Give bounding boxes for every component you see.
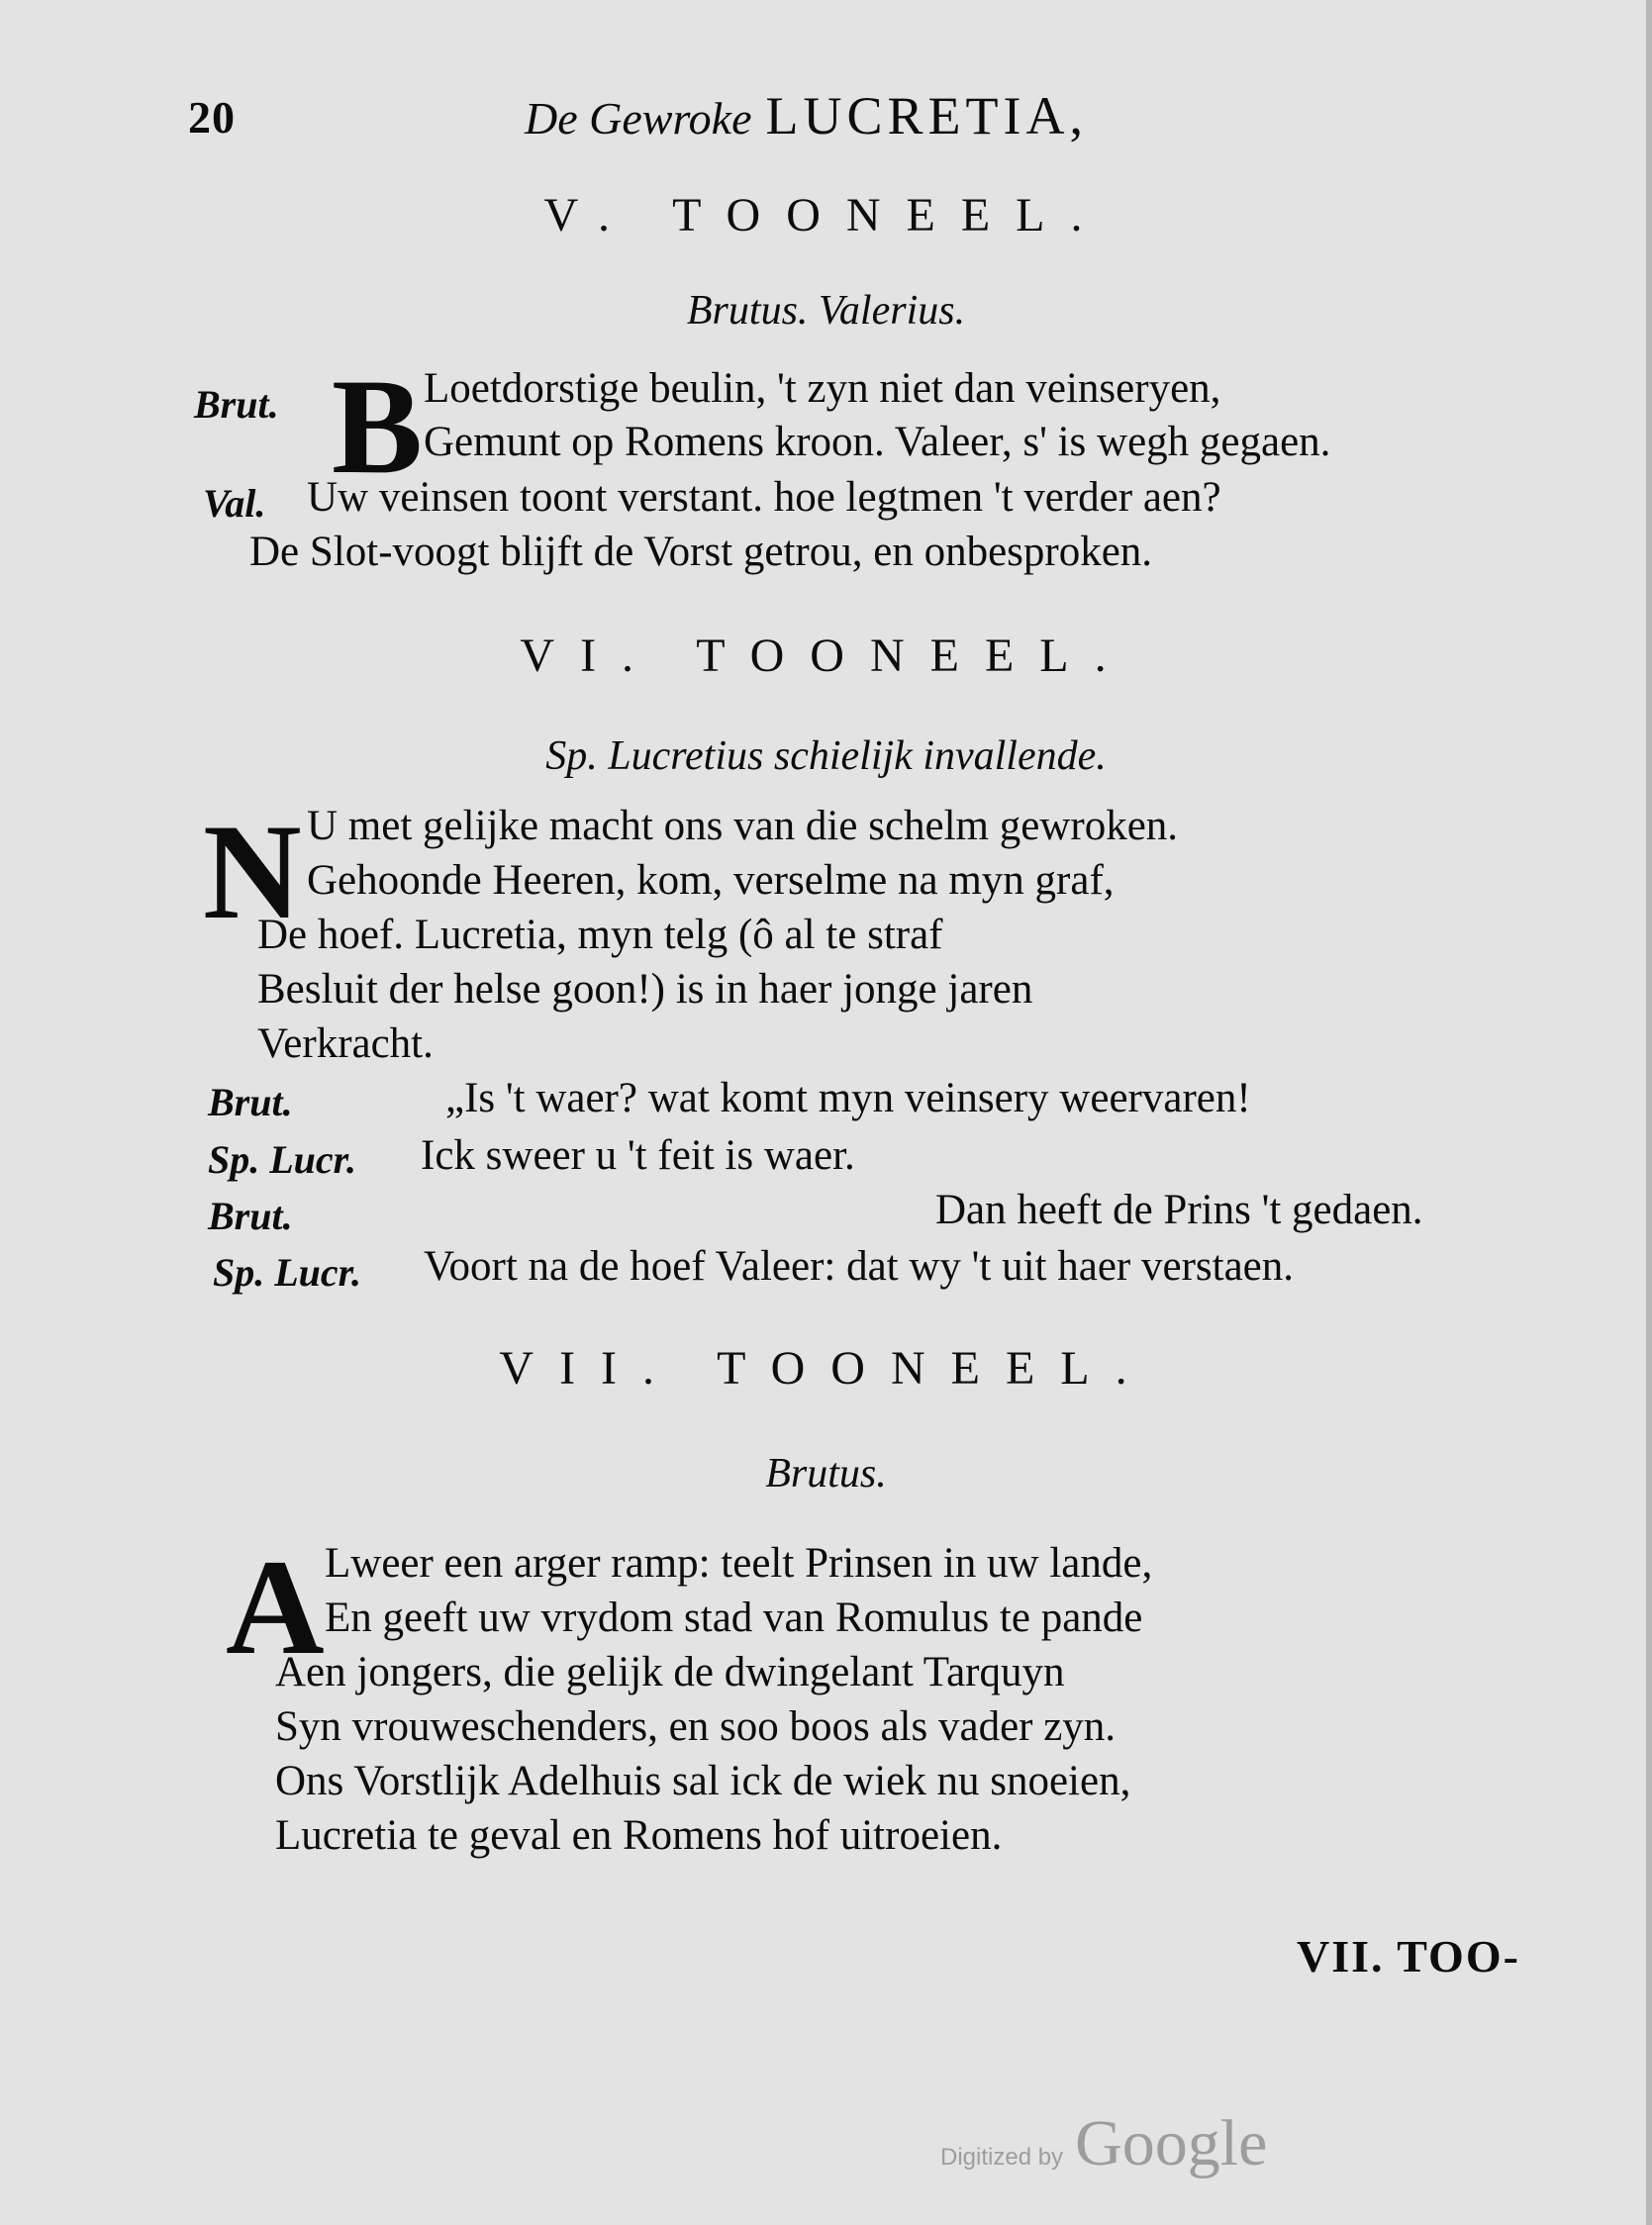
verse-line: Gemunt op Romens kroon. Valeer, s' is wegh gegaen. [424, 419, 1331, 465]
verse-line: Uw veinsen toont verstant. hoe legtmen 't verder aen? [307, 474, 1221, 521]
speaker-label: Sp. Lucr. [213, 1250, 362, 1295]
verse-line: Ons Vorstlijk Adelhuis sal ick de wiek nu snoeien, [275, 1758, 1131, 1804]
scene-persons: Sp. Lucretius schielijk invallende. [545, 733, 1107, 779]
speaker-label: Brut. [208, 1194, 293, 1238]
scene-heading: VII. TOONEEL. [499, 1342, 1153, 1395]
drop-cap: B [332, 350, 424, 502]
catchword: VII. TOO- [1297, 1931, 1520, 1982]
running-title [525, 85, 1088, 146]
drop-cap: N [203, 796, 302, 947]
speaker-label: Brut. [194, 382, 279, 427]
verse-line: Lucretia te geval en Romens hof uitroeien. [275, 1812, 1003, 1859]
verse-line: En geeft uw vrydom stad van Romulus te pande [325, 1595, 1143, 1641]
stamp-text: Digitized by [940, 2144, 1064, 2171]
speaker-label: Val. [203, 481, 266, 526]
verse-line: „Is 't waer? wat komt myn veinsery weervaren! [445, 1075, 1251, 1121]
scene-heading: VI. TOONEEL. [520, 629, 1132, 682]
drop-cap: A [226, 1531, 325, 1683]
page-header [188, 85, 1534, 154]
verse-line: De Slot-voogt blijft de Vorst getrou, en onbesproken. [249, 529, 1153, 575]
verse-line: Lweer een arger ramp: teelt Prinsen in uw lande, [325, 1540, 1153, 1587]
verse-line: Aen jongers, die gelijk de dwingelant Tarquyn [275, 1649, 1065, 1695]
speaker-label: Sp. Lucr. [208, 1137, 357, 1182]
digitization-stamp [940, 2106, 1267, 2181]
verse-line: Dan heeft de Prins 't gedaen. [935, 1187, 1423, 1233]
verse-line: De hoef. Lucretia, myn telg (ô al te straf [257, 912, 943, 958]
verse-line: Loetdorstige beulin, 't zyn niet dan veinseryen, [424, 365, 1221, 412]
verse-line: U met gelijke macht ons van die schelm gewroken. [307, 803, 1179, 849]
google-logo: Google [1075, 2107, 1268, 2179]
scene-persons: Brutus. [765, 1451, 887, 1497]
running-title-italic: De Gewroke [525, 93, 752, 144]
scene-heading: V. TOONEEL. [543, 189, 1109, 242]
verse-line: Gehoonde Heeren, kom, verselme na myn graf, [307, 857, 1115, 904]
verse-line: Ick sweer u 't feit is waer. [421, 1132, 855, 1179]
verse-line: Besluit der helse goon!) is in haer jonge jaren [257, 966, 1033, 1013]
verse-line: Voort na de hoef Valeer: dat wy 't uit haer verstaen. [424, 1243, 1295, 1290]
running-title-caps: LUCRETIA, [765, 86, 1088, 145]
scene-persons: Brutus. Valerius. [686, 288, 966, 334]
verse-line: Verkracht. [257, 1020, 434, 1067]
speaker-label: Brut. [208, 1080, 293, 1124]
page-number: 20 [188, 92, 236, 143]
verse-line: Syn vrouweschenders, en soo boos als vader zyn. [275, 1703, 1117, 1750]
